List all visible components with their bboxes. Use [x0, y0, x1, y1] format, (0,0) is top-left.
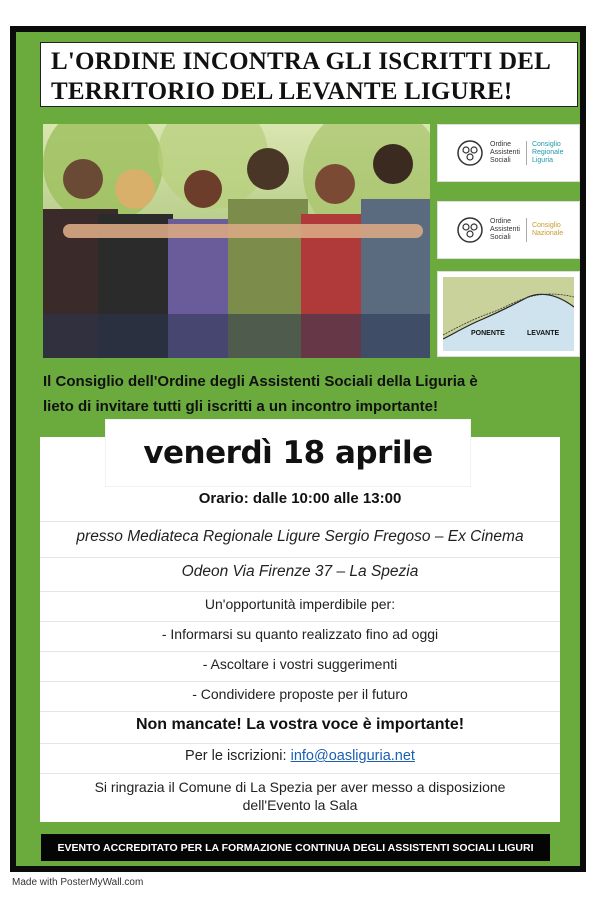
accreditation-banner — [41, 834, 550, 861]
intro-line: lieto di invitare tutti gli iscritti a un incontro importante! — [43, 398, 439, 415]
logo-council-line: Liguria — [531, 157, 553, 164]
logo-org-line: Ordine — [490, 218, 512, 225]
bullet-item: - Ascoltare i vostri suggerimenti — [40, 652, 560, 682]
bullet-item: - Condividere proposte per il futuro — [40, 682, 560, 712]
oas-emblem-icon — [456, 216, 484, 244]
logo-council-line: Regionale — [531, 149, 564, 156]
thanks-line: dell'Evento la Sala — [242, 797, 358, 813]
map-label-levante: LEVANTE — [527, 330, 560, 337]
event-date — [106, 420, 470, 486]
logo-org-line: Assistenti — [490, 149, 520, 156]
thanks-line: Si ringrazia il Comune di La Spezia per aver messo a disposizione — [94, 779, 506, 795]
venue-line-1: presso Mediateca Regionale Ligure Sergio Fregoso – Ex Cinema — [40, 522, 560, 558]
logo-org-line: Sociali — [490, 157, 511, 164]
logo-council-line: Consiglio — [531, 141, 561, 148]
venue-line-2: Odeon Via Firenze 37 – La Spezia — [40, 558, 560, 592]
registration-label: Per le iscrizioni: — [185, 748, 287, 764]
title-line-1: L'ORDINE INCONTRA GLI ISCRITTI DEL — [51, 48, 551, 75]
registration-email-link[interactable]: info@oasliguria.net — [290, 748, 415, 764]
logo-org-name — [490, 218, 527, 242]
poster-title — [40, 42, 578, 107]
title-line-2: TERRITORIO DEL LEVANTE LIGURE! — [51, 78, 513, 105]
intro-line: Il Consiglio dell'Ordine degli Assistenti Sociali della Liguria è — [43, 373, 478, 390]
registration-info — [40, 744, 560, 774]
logo-council-name — [532, 141, 564, 165]
logo-council-line: Nazionale — [531, 230, 564, 237]
bullet-item: - Informarsi su quanto realizzato fino ad oggi — [40, 622, 560, 652]
logo-council-name — [532, 222, 563, 238]
event-date-text: venerdì 18 aprile — [143, 435, 433, 471]
liguria-map — [437, 271, 580, 357]
group-photo-illustration — [43, 124, 430, 358]
logo-consiglio-nazionale — [437, 201, 580, 259]
logo-org-line: Assistenti — [490, 226, 520, 233]
group-photo — [43, 124, 430, 358]
event-schedule: Orario: dalle 10:00 alle 13:00 — [40, 486, 560, 522]
map-label-ponente: PONENTE — [471, 330, 505, 337]
logo-consiglio-regionale — [437, 124, 580, 182]
oas-emblem-icon — [456, 139, 484, 167]
call-to-action: Non mancate! La vostra voce è importante! — [40, 712, 560, 744]
opportunity-heading: Un'opportunità imperdibile per: — [40, 592, 560, 622]
liguria-map-illustration — [443, 277, 574, 351]
postermywall-credit: Made with PosterMyWall.com — [12, 877, 144, 888]
logo-org-line: Sociali — [490, 234, 511, 241]
logo-org-name — [490, 141, 527, 165]
accreditation-text: EVENTO ACCREDITATO PER LA FORMAZIONE CONTINUA DEGLI ASSISTENTI SOCIALI LIGURI — [57, 841, 534, 854]
logo-org-line: Ordine — [490, 141, 512, 148]
thanks-note — [40, 778, 560, 822]
logo-council-line: Consiglio — [531, 222, 561, 229]
intro-text — [43, 369, 563, 419]
